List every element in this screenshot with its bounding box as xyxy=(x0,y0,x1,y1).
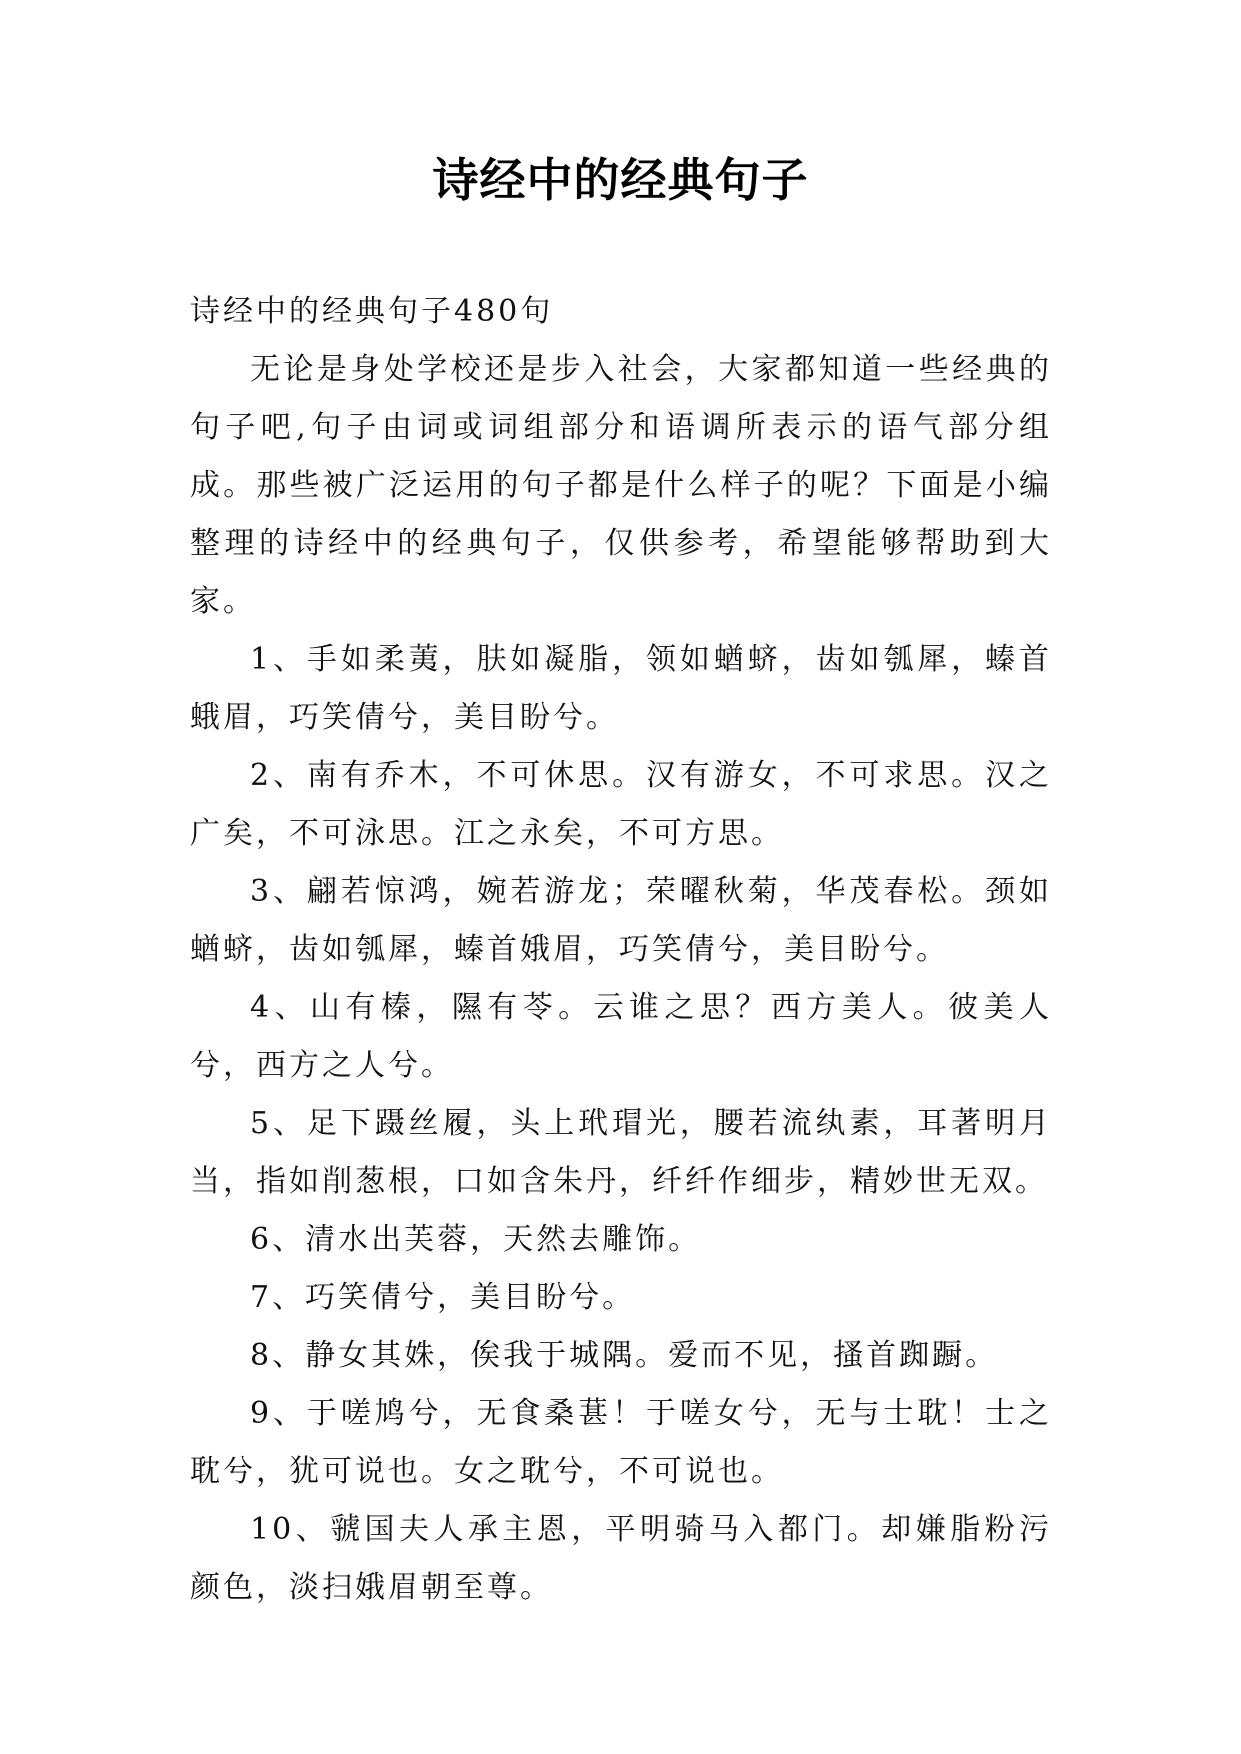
sentence-item-5: 5、足下蹑丝履，头上玳瑁光，腰若流纨素，耳著明月当，指如削葱根，口如含朱丹，纤纤作细步，精妙世无双。 xyxy=(190,1106,1052,1199)
sentence-item-1: 1、手如柔荑，肤如凝脂，领如蝤蛴，齿如瓠犀，螓首蛾眉，巧笑倩兮，美目盼兮。 xyxy=(190,642,1052,735)
sentence-item-7: 7、巧笑倩兮，美目盼兮。 xyxy=(250,1280,636,1315)
sentence-item-6: 6、清水出芙蓉，天然去雕饰。 xyxy=(250,1222,702,1257)
sentence-item-4: 4、山有榛，隰有苓。云谁之思？西方美人。彼美人兮，西方之人兮。 xyxy=(190,990,1052,1083)
sentence-item-3: 3、翩若惊鸿，婉若游龙；荣曜秋菊，华茂春松。颈如蝤蛴，齿如瓠犀，螓首娥眉，巧笑倩兮，美目盼兮。 xyxy=(190,874,1052,967)
intro-paragraph: 无论是身处学校还是步入社会，大家都知道一些经典的句子吧,句子由词或词组部分和语调所表示的语气部分组成。那些被广泛运用的句子都是什么样子的呢？下面是小编整理的诗经中的经典句子，仅供参考，希望能够帮助到大家。 xyxy=(190,352,1052,619)
sentence-item-8: 8、静女其姝，俟我于城隅。爱而不见，搔首踟蹰。 xyxy=(250,1338,999,1373)
document-body xyxy=(190,283,1052,1617)
sentence-item-9: 9、于嗟鸠兮，无食桑葚！于嗟女兮，无与士耽！士之耽兮，犹可说也。女之耽兮，不可说也。 xyxy=(190,1396,1052,1489)
sentence-item-10: 10、虢国夫人承主恩，平明骑马入都门。却嫌脂粉污颜色，淡扫娥眉朝至尊。 xyxy=(190,1512,1052,1605)
sentence-item-2: 2、南有乔木，不可休思。汉有游女，不可求思。汉之广矣，不可泳思。江之永矣，不可方思。 xyxy=(190,758,1052,851)
document-title: 诗经中的经典句子 xyxy=(432,153,809,207)
document-subtitle: 诗经中的经典句子480句 xyxy=(190,294,554,329)
